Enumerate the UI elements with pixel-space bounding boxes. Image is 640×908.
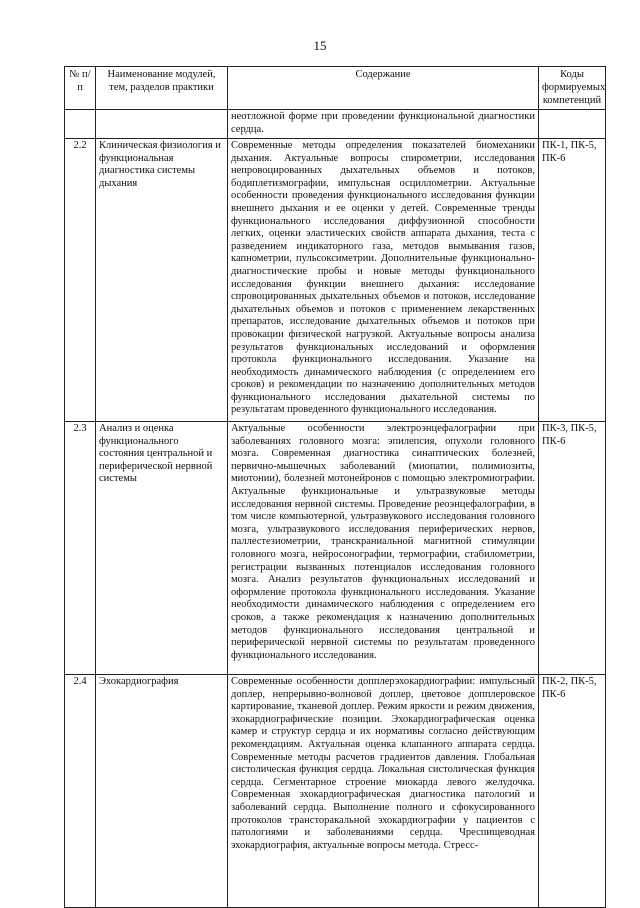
- header-module: Наименование модулей, тем, разделов практики: [96, 67, 228, 110]
- row-number: [65, 110, 96, 139]
- row-codes: [539, 110, 606, 139]
- row-module: Анализ и оценка функционального состояния центральной и периферической нервной системы: [96, 422, 228, 675]
- row-module: [96, 110, 228, 139]
- table-row: [65, 675, 606, 908]
- row-content: неотложной форме при проведении функциональной диагностики сердца.: [228, 110, 539, 139]
- row-content: Актуальные особенности электроэнцефалографии при заболеваниях головного мозга: эпилепсия, опухоли головного мозга. Современная диагностика синаптических болезней, первично-мышечных заболеваний (миопатии, полимиозиты, миотонии), болезней мотонейронов с помощью электромиографии. Актуальные функциональные и ультразвуковые методы исследования нервной системы. Проведение реоэнцефалографии, в том числе компьютерной, ультразвукового исследования головного мозга, ультразвукового исследования периферических нервов, паллестезиометрии, транскраниальной магнитной стимуляции головного мозга, нейросонографии, термографии, стабилометрии, регистрации вызванных потенциалов исследования головного мозга. Анализ результатов функциональных исследований и оформление протокола функционального исследования. Указание необходимости динамического наблюдения с определением его сроков, а также рекомендация к назначению дополнительных методов функционального исследования центральной и периферической нервной системы по результатам проведенного функционального исследования.: [228, 422, 539, 675]
- header-content: Содержание: [228, 67, 539, 110]
- row-content: Современные методы определения показателей биомеханики дыхания. Актуальные вопросы спирометрии, исследования непровоцированных дыхательных объемов и потоков, бодиплетизмографии, импульсная осциллометрии. Актуальные особенности проведения функционального исследования функции внешнего дыхания и ее оценки у детей. Современные тренды функционального исследования диффузионной способности легких, оценки эластических свойств аппарата дыхания, теста с разведением индикаторного газа, методов вымывания газов, капнометрии, пульсоксиметрии. Дополнительные функционально-диагностические пробы и новые методы функционального исследования функции внешнего дыхания: исследование спровоцированных дыхательных объемов и потоков, исследование дыхательных объемов и потоков с применением лекарственных препаратов, исследование дыхательных объемов и потоков при провокации физической нагрузкой. Актуальные вопросы анализа результатов функциональных исследований и оформления протокола функционального исследования. Указание на необходимость динамического наблюдения (с определением его сроков) и рекомендации по назначению дополнительных методов функционального исследования дыхательной системы по результатам проведенного функционального исследования.: [228, 139, 539, 422]
- row-number: 2.4: [65, 675, 96, 908]
- row-number: 2.2: [65, 139, 96, 422]
- table-row: [65, 139, 606, 422]
- table-row: [65, 110, 606, 139]
- row-number: 2.3: [65, 422, 96, 675]
- header-num: № п/п: [65, 67, 96, 110]
- table-header-row: [65, 67, 606, 110]
- curriculum-table: [64, 66, 606, 908]
- row-codes: ПК-2, ПК-5, ПК-6: [539, 675, 606, 908]
- row-codes: ПК-3, ПК-5, ПК-6: [539, 422, 606, 675]
- page-number: 15: [313, 38, 327, 53]
- header-codes: Коды формируемых компетенций: [539, 67, 606, 110]
- row-module: Клиническая физиология и функциональная диагностика системы дыхания: [96, 139, 228, 422]
- row-module: Эхокардиография: [96, 675, 228, 908]
- table-row: [65, 422, 606, 675]
- row-codes: ПК-1, ПК-5, ПК-6: [539, 139, 606, 422]
- row-content: Современные особенности допплерэхокардиографии: импульсный доплер, непрерывно-волновой доплер, цветовое допплеровское картирование, тканевой доплер. Режим яркости и режим движения, эхокардиографические позиции. Эхокардиографическая оценка камер и структур сердца и их нормативы согласно действующим рекомендациям. Актуальная оценка клапанного аппарата сердца. Современные методы расчетов градиентов давления. Глобальная систолическая функция сердца. Локальная систолическая функция сердца. Сегментарное строение миокарда левого желудочка. Современная эхокардиографическая диагностика патологий и заболеваний сердца. Выполнение полного и сфокусированного протоколов трансторакальной эхокардиографии у пациентов с патологиями и заболеваниями сердца. Чреспищеводная эхокардиография, актуальные вопросы метода. Стресс-: [228, 675, 539, 908]
